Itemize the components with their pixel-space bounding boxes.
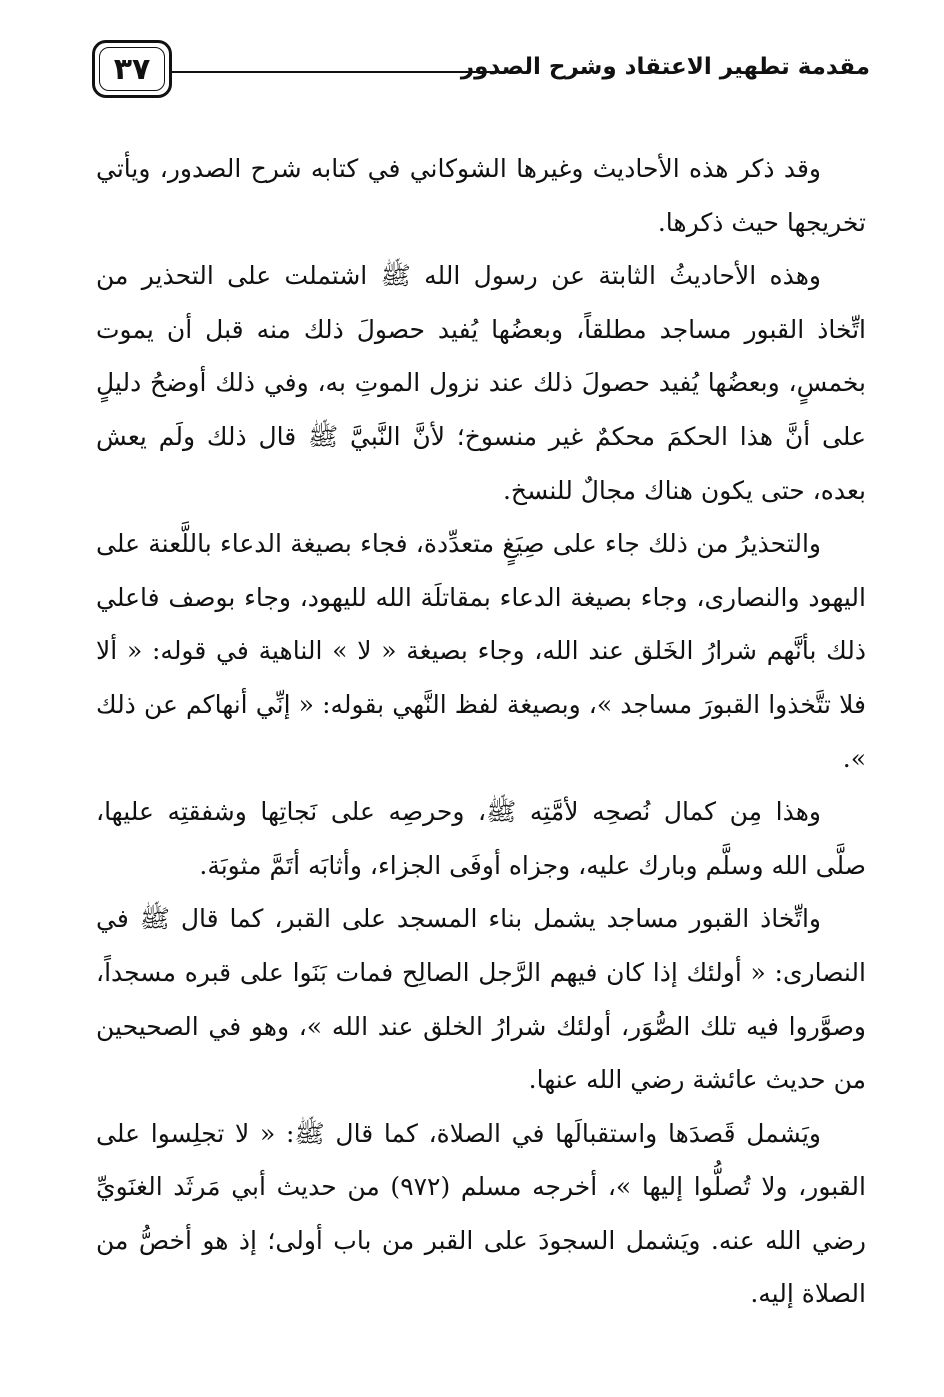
page-header	[92, 40, 870, 102]
page-number: ٣٧	[113, 51, 151, 87]
paragraph-2: وهذه الأحاديثُ الثابتة عن رسول الله ﷺ اشتملت على التحذير من اتِّخاذ القبور مساجد مطلقاً، وبعضُها يُفيد حصولَ ذلك منه قبل أن يموت بخمسٍ، وبعضُها يُفيد حصولَ ذلك عند نزول الموتِ به، وفي ذلك أوضحُ دليلٍ على أنَّ هذا الحكمَ محكمٌ غير منسوخ؛ لأنَّ النَّبيَّ ﷺ قال ذلك ولَم يعش بعده، حتى يكون هناك مجالٌ للنسخ.	[96, 261, 866, 505]
paragraph-6: ويَشمل قَصدَها واستقبالَها في الصلاة، كما قال ﷺ: « لا تجلِسوا على القبور، ولا تُصلُّوا إليها »، أخرجه مسلم (٩٧٢) من حديث أبي مَرثَد الغنَويِّ رضي الله عنه. ويَشمل السجودَ على القبر من باب أولى؛ إذ هو أخصُّ من الصلاة إليه.	[96, 1118, 866, 1309]
paragraph-5: واتِّخاذ القبور مساجد يشمل بناء المسجد على القبر، كما قال ﷺ في النصارى: « أولئك إذا كان فيهم الرَّجل الصالِح فمات بَنَوا على قبره مسجداً، وصوَّروا فيه تلك الصُّوَر، أولئك شرارُ الخلق عند الله »، وهو في الصحيحين من حديث عائشة رضي الله عنها.	[96, 904, 866, 1095]
paragraph-4: وهذا مِن كمال نُصحِه لأمَّتِه ﷺ، وحرصِه على نَجاتِها وشفقتِه عليها، صلَّى الله وسلَّم وبارك عليه، وجزاه أوفَى الجزاء، وأثابَه أتَمَّ مثوبَة.	[96, 797, 866, 880]
running-title: مقدمة تطهير الاعتقاد وشرح الصدور	[460, 54, 870, 80]
header-rule	[172, 71, 520, 73]
paragraph-1: وقد ذكر هذه الأحاديث وغيرها الشوكاني في كتابه شرح الصدور، ويأتي تخريجها حيث ذكرها.	[96, 154, 866, 237]
paragraph-3: والتحذيرُ من ذلك جاء على صِيَغٍ متعدِّدة، فجاء بصيغة الدعاء باللَّعنة على اليهود والنصارى، وجاء بصيغة الدعاء بمقاتلَة الله لليهود، وجاء بوصف فاعلي ذلك بأنَّهم شرارُ الخَلق عند الله، وجاء بصيغة « لا » الناهية في قوله: « ألا فلا تتَّخذوا القبورَ مساجد »، وبصيغة لفظ النَّهي بقوله: « إنِّي أنهاكم عن ذلك ».	[96, 529, 866, 773]
page-number-box	[92, 40, 172, 98]
page-body	[96, 142, 866, 1321]
